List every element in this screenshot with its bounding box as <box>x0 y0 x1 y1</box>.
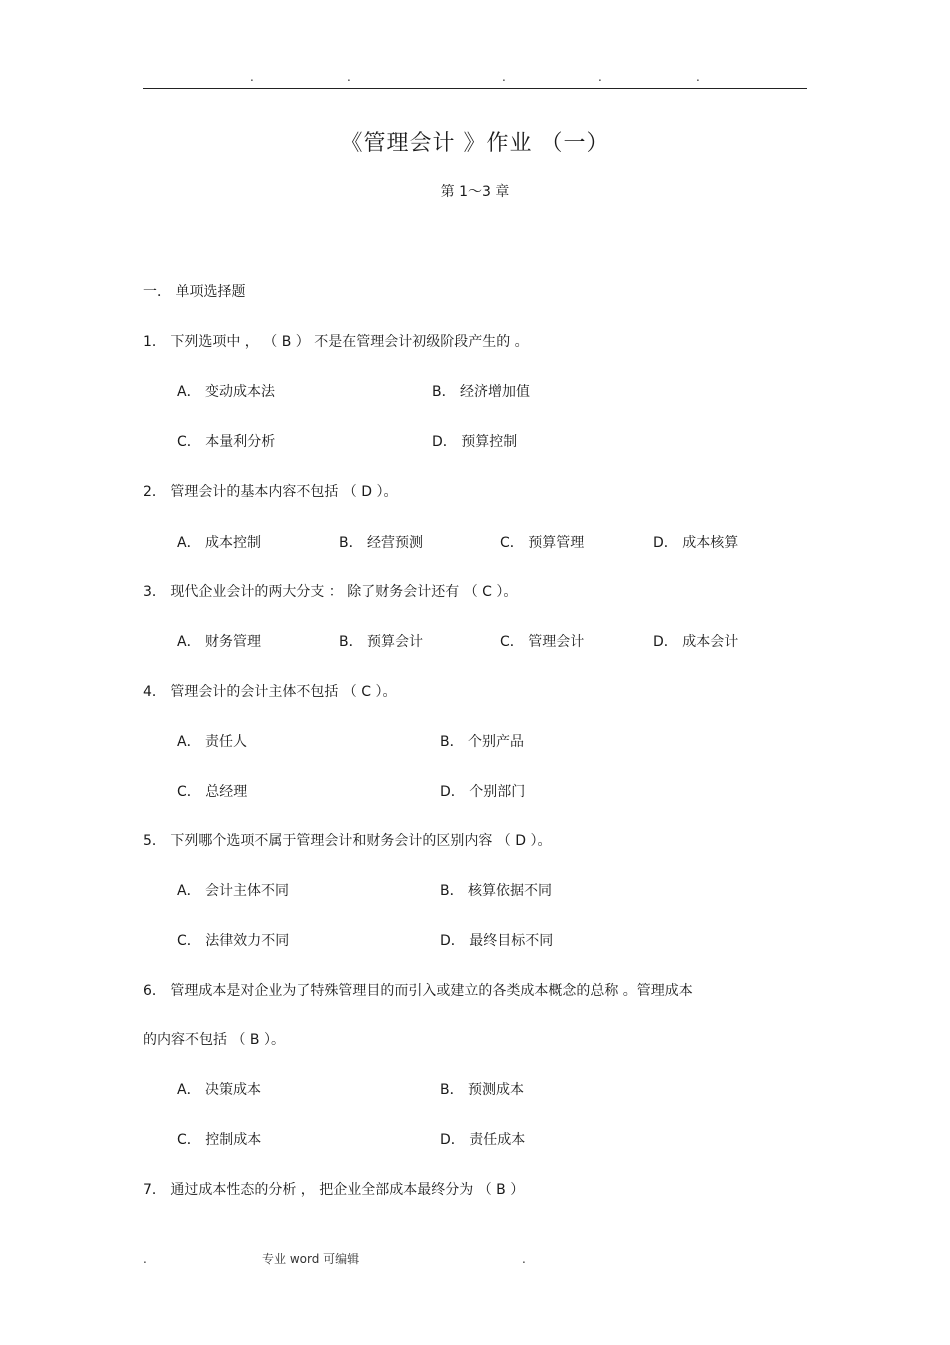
question-4-option-d: D． 个别部门 <box>440 784 526 800</box>
question-3-option-c: C． 管理会计 <box>500 634 585 650</box>
question-1-option-b: B． 经济增加值 <box>432 384 531 400</box>
header-dot: . <box>598 70 602 84</box>
question-1-option-c: C． 本量利分析 <box>177 434 276 450</box>
footer-text: 专业 word 可编辑 <box>262 1252 360 1266</box>
question-2-option-d: D． 成本核算 <box>653 535 739 551</box>
question-1-option-d: D． 预算控制 <box>432 434 518 450</box>
question-6-option-a: A． 决策成本 <box>177 1082 262 1098</box>
question-2-option-b: B． 经营预测 <box>339 535 424 551</box>
question-3-option-b: B． 预算会计 <box>339 634 424 650</box>
question-5-option-d: D． 最终目标不同 <box>440 933 554 949</box>
question-1-option-a: A． 变动成本法 <box>177 384 276 400</box>
question-4-stem: 4． 管理会计的会计主体不包括 （ C ）。 <box>143 684 397 700</box>
page-title: 《管理会计 》作业 （一） <box>340 131 610 156</box>
page-subtitle: 第 1～3 章 <box>440 184 510 200</box>
question-4-option-c: C． 总经理 <box>177 784 248 800</box>
header-dot: . <box>347 70 351 84</box>
question-1-stem: 1． 下列选项中 ， （ B ） 不是在管理会计初级阶段产生的 。 <box>143 334 529 350</box>
question-5-option-b: B． 核算依据不同 <box>440 883 553 899</box>
question-4-option-b: B． 个别产品 <box>440 734 525 750</box>
section-heading: 一． 单项选择题 <box>143 284 246 300</box>
header-dot: . <box>502 70 506 84</box>
question-6-option-b: B． 预测成本 <box>440 1082 525 1098</box>
header-rule <box>143 88 807 89</box>
question-3-stem: 3． 现代企业会计的两大分支 ： 除了财务会计还有 （ C ）。 <box>143 584 518 600</box>
question-7-stem: 7． 通过成本性态的分析 ， 把企业全部成本最终分为 （ B ） <box>143 1182 525 1198</box>
question-2-option-a: A． 成本控制 <box>177 535 262 551</box>
footer-dot-right: . <box>522 1252 526 1266</box>
question-5-stem: 5． 下列哪个选项不属于管理会计和财务会计的区别内容 （ D ）。 <box>143 833 552 849</box>
header-dot: . <box>250 70 254 84</box>
question-6-stem-line-2: 的内容不包括 （ B ）。 <box>143 1032 285 1048</box>
question-6-option-c: C． 控制成本 <box>177 1132 262 1148</box>
question-5-option-a: A． 会计主体不同 <box>177 883 290 899</box>
question-6-stem-line-1: 6． 管理成本是对企业为了特殊管理目的而引入或建立的各类成本概念的总称 。管理成本 <box>143 983 693 999</box>
question-3-option-d: D． 成本会计 <box>653 634 739 650</box>
question-4-option-a: A． 责任人 <box>177 734 248 750</box>
question-5-option-c: C． 法律效力不同 <box>177 933 290 949</box>
question-6-option-d: D． 责任成本 <box>440 1132 526 1148</box>
question-3-option-a: A． 财务管理 <box>177 634 262 650</box>
footer-dot-left: . <box>143 1252 147 1266</box>
question-2-option-c: C． 预算管理 <box>500 535 585 551</box>
header-dot: . <box>696 70 700 84</box>
question-2-stem: 2． 管理会计的基本内容不包括 （ D ）。 <box>143 484 398 500</box>
